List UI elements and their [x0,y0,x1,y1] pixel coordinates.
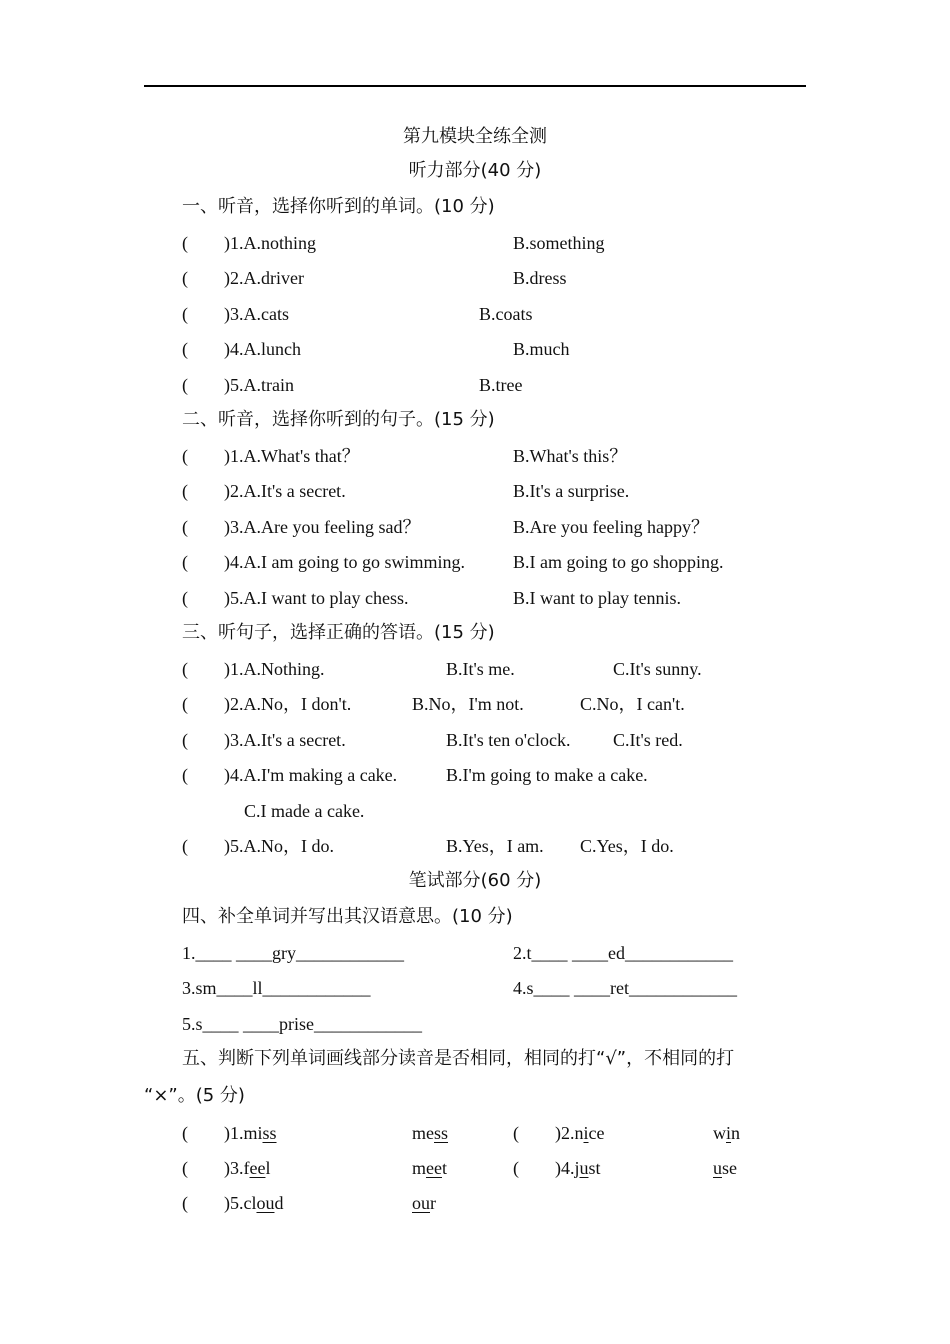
s3-q4-c: C.I made a cake. [244,801,365,821]
s2-q1-a: ( )1.A.What's that？ [182,446,360,466]
writing-heading: 笔试部分(60 分) [408,870,542,891]
s1-q5-b: B.tree [479,375,523,395]
s5-q2-word1: ( )2.nice [513,1123,605,1143]
s4-item-3: 3.sm____ll____________ [182,978,371,998]
s5-q1-word1: ( )1.miss [182,1123,277,1143]
s1-q2-a: ( )2.A.driver [182,268,304,288]
s5-q5-word1: ( )5.cloud [182,1193,284,1213]
section-5-heading-line2: “×”。(5 分) [144,1085,245,1106]
s3-q5-b: B.Yes，I am. [446,836,544,856]
s2-q3-a: ( )3.A.Are you feeling sad？ [182,517,421,537]
s5-q4-word2: use [713,1158,737,1178]
s2-q2-b: B.It's a surprise. [513,481,630,501]
s2-q1-b: B.What's this？ [513,446,628,466]
s4-item-5: 5.s____ ____prise____________ [182,1014,422,1034]
s4-item-1: 1.____ ____gry____________ [182,943,404,963]
s5-q3-word1: ( )3.feel [182,1158,271,1178]
s5-q1-word2: mess [412,1123,449,1143]
s5-q5-word2: our [412,1193,436,1213]
s2-q4-b: B.I am going to go shopping. [513,552,724,572]
s1-q5-a: ( )5.A.train [182,375,294,395]
s3-q3-a: ( )3.A.It's a secret. [182,730,346,750]
s1-q3-a: ( )3.A.cats [182,304,289,324]
s3-q5-a: ( )5.A.No，I do. [182,836,334,856]
s1-q1-a: ( )1.A.nothing [182,233,316,253]
s1-q4-b: B.much [513,339,570,359]
s3-q3-c: C.It's red. [613,730,683,750]
s2-q4-a: ( )4.A.I am going to go swimming. [182,552,465,572]
s3-q2-c: C.No，I can't. [580,694,685,714]
s5-q3-word2: meet [412,1158,448,1178]
listening-heading: 听力部分(40 分) [408,160,542,181]
s5-q2-word2: win [713,1123,741,1143]
s1-q3-b: B.coats [479,304,533,324]
section-3-heading: 三、听句子，选择正确的答语。(15 分) [182,622,495,643]
s3-q1-c: C.It's sunny. [613,659,702,679]
s3-q2-b: B.No，I'm not. [412,694,524,714]
s1-q2-b: B.dress [513,268,567,288]
section-2-heading: 二、听音，选择你听到的句子。(15 分) [182,409,495,430]
section-1-heading: 一、听音，选择你听到的单词。(10 分) [182,196,495,217]
s3-q4-b: B.I'm going to make a cake. [446,765,648,785]
s2-q5-b: B.I want to play tennis. [513,588,681,608]
s3-q4-a: ( )4.A.I'm making a cake. [182,765,398,785]
s3-q2-a: ( )2.A.No，I don't. [182,694,352,714]
s2-q3-b: B.Are you feeling happy？ [513,517,709,537]
page-title: 第九模块全练全测 [403,126,547,147]
s5-q4-word1: ( )4.just [513,1158,601,1178]
s4-item-4: 4.s____ ____ret____________ [513,978,737,998]
s3-q1-b: B.It's me. [446,659,515,679]
s1-q1-b: B.something [513,233,605,253]
s1-q4-a: ( )4.A.lunch [182,339,301,359]
section-5-heading-line1: 五、判断下列单词画线部分读音是否相同，相同的打“√”，不相同的打 [182,1048,735,1069]
s3-q5-c: C.Yes，I do. [580,836,674,856]
section-4-heading: 四、补全单词并写出其汉语意思。(10 分) [182,906,513,927]
s2-q2-a: ( )2.A.It's a secret. [182,481,346,501]
top-rule [144,85,806,87]
s3-q1-a: ( )1.A.Nothing. [182,659,325,679]
s2-q5-a: ( )5.A.I want to play chess. [182,588,409,608]
s4-item-2: 2.t____ ____ed____________ [513,943,733,963]
s3-q3-b: B.It's ten o'clock. [446,730,571,750]
